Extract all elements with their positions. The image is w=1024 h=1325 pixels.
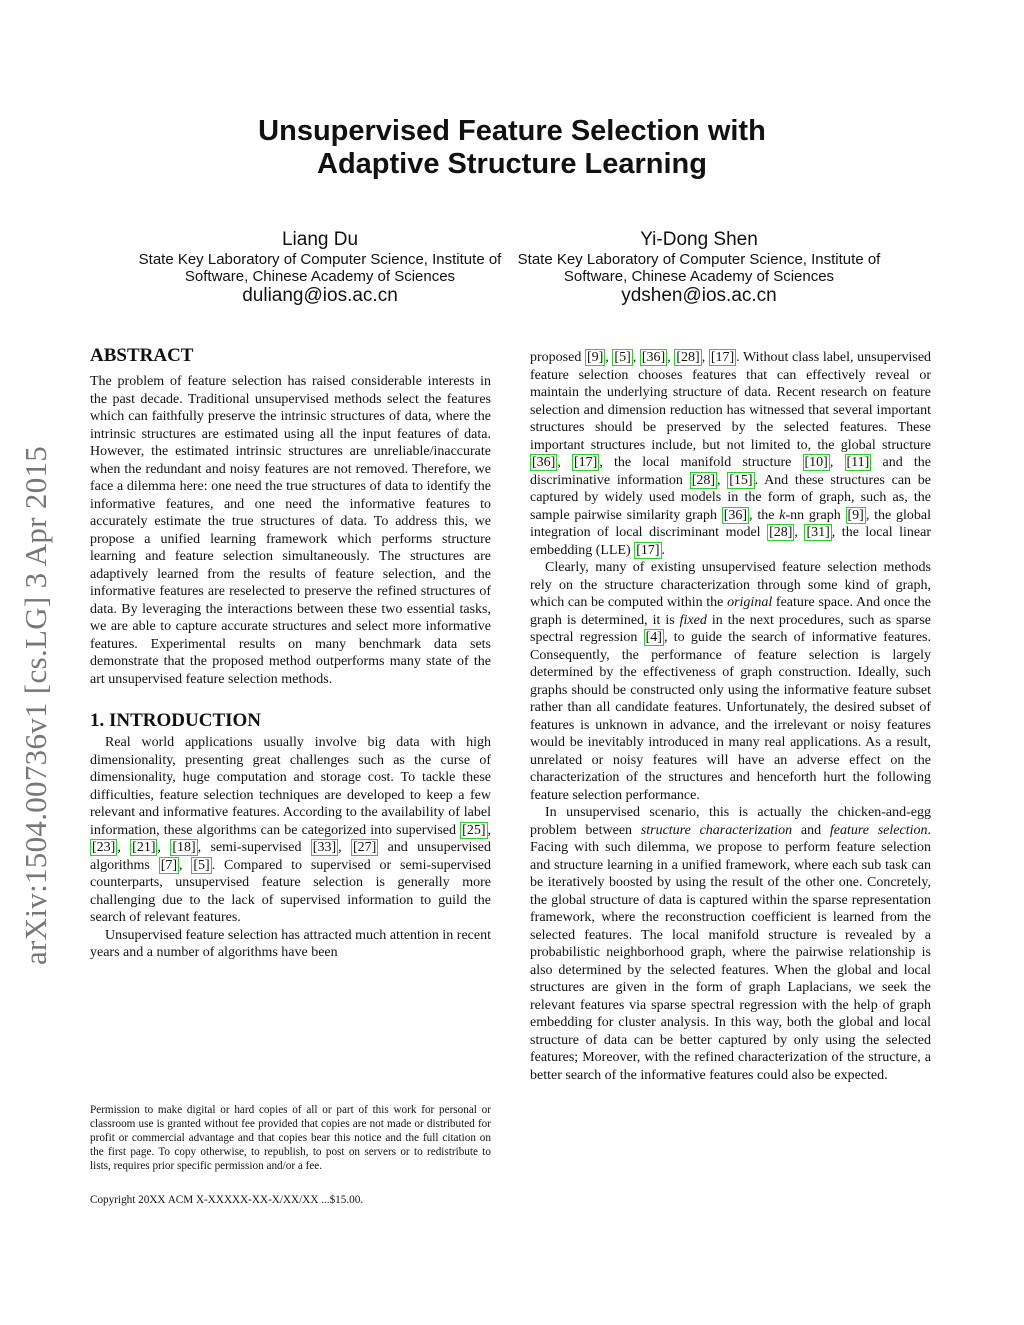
citation-link[interactable]: [18] (172, 840, 196, 855)
citation-link[interactable]: [21] (132, 840, 156, 855)
citation-link[interactable]: [28] (769, 525, 793, 540)
citation-link[interactable]: [36] (723, 507, 748, 523)
citation-link[interactable]: [5] (193, 857, 210, 873)
citation-link[interactable]: [17] (710, 350, 735, 365)
author-block-2 (509, 229, 889, 307)
citation-link[interactable]: [17] (636, 542, 660, 558)
arxiv-stamp-text: arXiv:1504.00736v1 [cs.LG] 3 Apr 2015 (18, 445, 53, 965)
citation-link[interactable]: [23] (92, 840, 116, 855)
copyright-notice: Copyright 20XX ACM X-XXXXX-XX-X/XX/XX ...$15.00. (90, 1194, 364, 1206)
citation-link[interactable]: [9] (586, 350, 604, 365)
citation-link[interactable]: [5] (614, 350, 631, 365)
right-column (530, 349, 931, 1084)
author-email[interactable]: ydshen@ios.ac.cn (621, 285, 777, 306)
right-paragraph-2: Clearly, many of existing unsupervised feature selection methods rely on the structure characterization through some kind of graph, which can be computed within the original feature space. And once the graph is determined, it is fixed in the next procedures, such as sparse spectral regression [4] , to guide the search of informative features. Consequently, the performance of feature selection is largely determined by the effectiveness of graph construction. Ideally, such graphs should be constructed only using the informative feature subset rather than all candidate features. Unfortunately, the desired subset of features is unknown in advance, and the irrelevant or noisy features would be inevitably introduced in many real applications. As a result, unrelated or noisy features will have an adverse effect on the characterization of the structures and henceforth hurt the following feature selection performance. (530, 560, 931, 803)
author-affiliation: State Key Laboratory of Computer Science, Institute of Software, Chinese Academy of Sciences (517, 251, 881, 285)
left-column (90, 345, 491, 962)
citation-link[interactable]: [7] (160, 857, 178, 873)
paper-title-line-1: Unsupervised Feature Selection with (258, 115, 766, 147)
abstract-text: The problem of feature selection has raised considerable interests in the past decade. Traditional unsupervised methods select the features which can faithfully preserve the intrinsic structures of data, where the intrinsic structures are estimated using all the input features of data. However, the estimated intrinsic structures are unreliable/inaccurate when the redundant and noisy features are not removed. Therefore, we face a dilemma here: one need the true structures of data to identify the informative features, and one need the informative features to accurately estimate the true structures of data. To address this, we propose a unified learning framework which performs structure learning and feature selection simultaneously. The structures are adaptively learned from the results of feature selection, and the informative features are reselected to preserve the refined structures of data. By leveraging the interactions between these two essential tasks, we are able to capture accurate structures and select more informative features. Experimental results on many benchmark data sets demonstrate that the proposed method outperforms many state of the art unsupervised feature selection methods. (90, 374, 491, 687)
author-affiliation: State Key Laboratory of Computer Science, Institute of Software, Chinese Academy of Sciences (138, 251, 502, 285)
citation-link[interactable]: [33] (312, 840, 337, 855)
citation-link[interactable]: [9] (847, 507, 864, 523)
paper-title-line-2: Adaptive Structure Learning (317, 148, 707, 180)
author-email[interactable]: duliang@ios.ac.cn (242, 285, 398, 306)
author-name: Yi-Dong Shen (640, 229, 758, 250)
citation-link[interactable]: [27] (352, 840, 377, 855)
citation-link[interactable]: [28] (691, 472, 716, 488)
citation-link[interactable]: [11] (846, 455, 870, 470)
intro-paragraph-1: Real world applications usually involve big data with high dimensionality, presenting great challenges such as the curse of dimensionality, huge computation and storage cost. To tackle these difficulties, feature selection techniques are developed to keep a few relevant and informative features. According to the availability of label information, these algorithms can be categorized into supervised [25] , [23] , [21] , [18] , semi-supervised [33] , [27] and unsupervised algorithms [7] , [5] . Compared to supervised or semi-supervised counterparts, unsupervised feature selection is generally more challenging due to the lack of supervised information to guild the search of relevant features. (90, 735, 492, 925)
citation-link[interactable]: [15] (729, 472, 753, 488)
author-block-1 (130, 229, 510, 307)
permission-notice: Permission to make digital or hard copies of all or part of this work for personal or classroom use is granted without fee provided that copies are not made or distributed for profit or commercial advantage and that copies bear this notice and the full citation on the first page. To copy otherwise, to republish, to post on servers or to redistribute to lists, requires prior specific permission and/or a fee. (90, 1104, 491, 1172)
citation-link[interactable]: [17] (574, 455, 598, 470)
intro-paragraph-2: Unsupervised feature selection has attracted much attention in recent years and a number of algorithms have been (90, 927, 491, 960)
citation-link[interactable]: [10] (804, 455, 828, 470)
paper-title (0, 115, 1024, 181)
citation-link[interactable]: [31] (806, 525, 830, 540)
citation-link[interactable]: [4] (645, 630, 662, 645)
abstract-heading: ABSTRACT (90, 345, 194, 366)
right-paragraph-3: In unsupervised scenario, this is actually the chicken-and-egg problem between structure characterization and feature selection. Facing with such dilemma, we propose to perform feature selection and structure learning in a unified framework, where each sub task can be iteratively boosted by using the result of the other one. Concretely, the global structure of data is captured within the sparse representation framework, where the reconstruction coefficient is learned from the selected features. The local manifold structure is revealed by a probabilistic neighborhood graph, where the pairwise relationship is also determined by the selected features. When the global and local structures are given in the form of graph Laplacians, we seek the relevant features via sparse spectral regression with the help of graph embedding for cluster analysis. In this way, both the global and local structure of data can be better captured by only using the selected features; Moreover, with the refined characterization of the structure, a better search of the informative features could also be expected. (530, 805, 931, 1083)
author-name: Liang Du (281, 229, 359, 250)
citation-link[interactable]: [25] (462, 822, 486, 838)
citation-link[interactable]: [36] (532, 455, 556, 470)
right-paragraph-1: proposed [9] , [5] , [36] , [28] , [17] . Without class label, unsupervised feature selection chooses features that can effectively reveal or maintain the underlying structure of data. Recent research on feature selection and dimension reduction has witnessed that several important structures should be preserved by the selected features. These important structures include, but not limited to, the global structure [36] , [17] , the local manifold structure [10] , [11] and the discriminative information [28] , [15] . And these structures can be captured by widely used models in the form of graph, such as, the sample pairwise similarity graph [36] , the k-nn graph [9] , the global integration of local discriminant model [28] , [31] , the local linear embedding (LLE) [17] . (530, 350, 932, 558)
introduction-heading: 1. INTRODUCTION (90, 710, 262, 731)
citation-link[interactable]: [36] (641, 350, 666, 365)
citation-link[interactable]: [28] (676, 350, 700, 365)
